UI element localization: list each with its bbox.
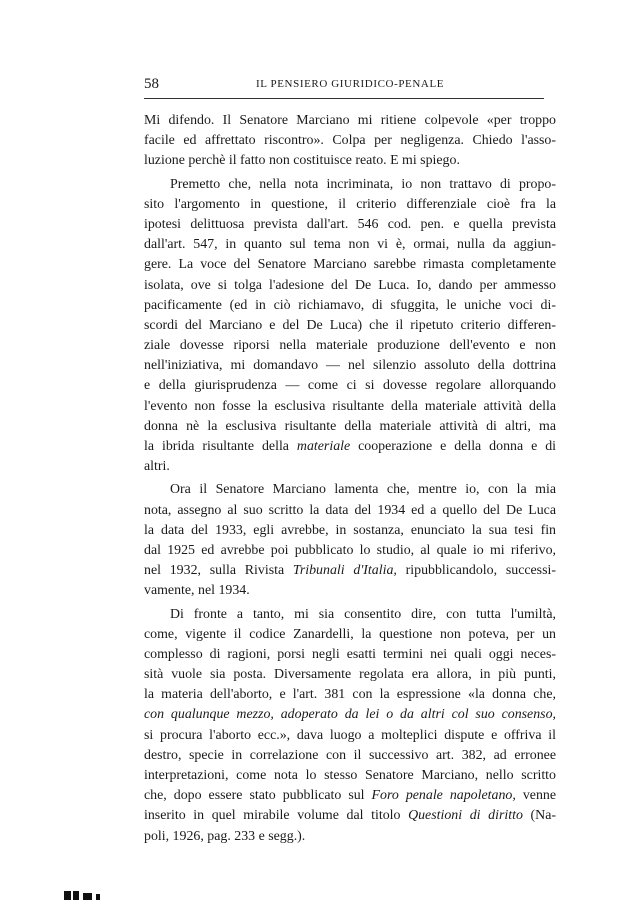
text-segment: che, dopo essere stato pubblicato sul <box>144 788 372 804</box>
page-header <box>144 76 544 99</box>
text-segment: Mi difendo. Il Senatore Marciano mi ritiene colpevole «per troppo <box>144 113 556 128</box>
italic-text: Questioni di diritto <box>408 808 523 824</box>
text-line <box>144 175 556 195</box>
text-line <box>144 235 556 255</box>
text-line <box>144 665 556 685</box>
text-segment: dall'art. 547, in quanto sul tema non vi è, ormai, nulla da aggiun- <box>144 237 556 253</box>
text-segment: la materia dell'aborto, e l'art. 381 con la espressione «la donna che, <box>144 687 556 703</box>
text-segment: pacificamente (ed in ciò richiamavo, di sfuggita, le uniche voci di- <box>144 297 556 313</box>
text-segment: venne <box>515 788 556 804</box>
text-line <box>144 255 556 275</box>
text-line <box>144 625 556 645</box>
italic-text: Tribunali d'Italia, <box>292 563 397 579</box>
text-segment: come, vigente il codice Zanardelli, la questione non poteva, per un <box>144 626 556 642</box>
text-segment: vamente, nel 1934. <box>144 583 250 599</box>
text-line <box>144 151 556 171</box>
text-line <box>144 131 556 151</box>
text-segment: l'evento non fosse la esclusiva risultante della materiale attività della <box>144 398 556 414</box>
text-line <box>144 645 556 665</box>
text-segment: complesso di ragioni, porsi negli esatti termini nei quali oggi neces- <box>144 646 556 662</box>
text-segment: nel 1932, sulla Rivista <box>144 563 293 579</box>
text-line <box>144 316 556 336</box>
text-line <box>144 827 556 847</box>
text-segment: cooperazione e della donna e di <box>350 439 557 454</box>
text-line <box>144 541 556 561</box>
italic-text: Foro penale napoletano, <box>371 788 516 804</box>
text-segment: nota, assegno al suo scritto la data del 1934 ed a quello del De Luca <box>144 502 556 518</box>
paragraph <box>144 111 556 172</box>
text-line <box>144 766 556 786</box>
text-segment: Di fronte a tanto, mi sia consentito dire, con tutta l'umiltà, <box>170 606 556 622</box>
text-segment: dal 1925 ed avrebbe poi pubblicato lo studio, al quale io mi riferivo, <box>144 542 556 558</box>
text-line <box>144 111 556 131</box>
text-segment: Premetto che, nella nota incriminata, io non trattavo di propo- <box>170 176 556 192</box>
text-segment: ripubblicandolo, successi- <box>396 563 556 579</box>
text-segment: facile ed affrettato riscontro». Colpa per negligenza. Chiedo l'asso- <box>144 133 556 149</box>
text-segment: luzione perchè il fatto non costituisce reato. E mi spiego. <box>144 153 460 169</box>
running-head: IL PENSIERO GIURIDICO-PENALE <box>256 78 445 90</box>
text-line <box>144 437 556 457</box>
text-segment: (Na- <box>522 808 556 824</box>
body-text <box>144 111 556 847</box>
text-line <box>144 561 556 581</box>
text-line <box>144 195 556 215</box>
text-line <box>144 521 556 541</box>
text-segment: e della giurisprudenza — come ci si dovesse regolare allorquando <box>144 378 556 394</box>
text-segment: scordi del Marciano e del De Luca) che il ripetuto criterio differen- <box>144 317 556 333</box>
text-line <box>144 705 556 725</box>
text-segment: Ora il Senatore Marciano lamenta che, mentre io, con la mia <box>170 482 556 498</box>
text-line <box>144 215 556 235</box>
text-segment: ipotesi delittuosa prevista dall'art. 546 cod. pen. e quella prevista <box>144 216 556 232</box>
text-line <box>144 806 556 826</box>
paragraph <box>144 605 556 847</box>
text-segment: si procura l'aborto ecc.», dava luogo a molteplici dispute e offriva il <box>144 727 556 743</box>
text-segment: la ibrida risultante della <box>144 439 297 454</box>
text-segment: nell'iniziativa, mi domandavo — nel silenzio assoluto della dottrina <box>144 358 556 374</box>
text-line <box>144 276 556 296</box>
text-segment: ziale dovesse riporsi nella materiale produzione dell'evento e non <box>144 338 556 354</box>
cropped-bottom-text <box>64 883 112 900</box>
paragraph <box>144 175 556 478</box>
text-segment: gere. La voce del Senatore Marciano sarebbe rimasta completamente <box>144 257 556 273</box>
text-segment: sito l'argomento in questione, il criterio differenziale cioè fra la <box>144 196 556 212</box>
text-segment: destro, specie in correlazione con il successivo art. 382, ad erronee <box>144 747 556 763</box>
text-line <box>144 685 556 705</box>
text-line <box>144 480 556 500</box>
text-line <box>144 417 556 437</box>
text-line <box>144 356 556 376</box>
paragraph <box>144 480 556 601</box>
text-line <box>144 746 556 766</box>
text-line <box>144 457 556 477</box>
italic-text: materiale <box>296 439 351 454</box>
text-segment: sità vuole sia posta. Diversamente regolata era allora, in più punti, <box>144 667 556 683</box>
text-line <box>144 296 556 316</box>
page-number: 58 <box>144 76 159 92</box>
text-segment: donna nè la esclusiva risultante della materiale attività di altri, ma <box>144 418 556 434</box>
text-line <box>144 397 556 417</box>
text-line <box>144 581 556 601</box>
text-segment: isolata, ove si tolga l'adesione del De Luca. Io, dando per ammesso <box>144 277 556 293</box>
italic-text: con qualunque mezzo, adoperato da lei o da altri col suo consenso, <box>144 707 556 723</box>
text-line <box>144 605 556 625</box>
text-segment: inserito in quel mirabile volume dal titolo <box>144 808 409 824</box>
text-line <box>144 726 556 746</box>
text-line <box>144 336 556 356</box>
text-line <box>144 501 556 521</box>
text-line <box>144 376 556 396</box>
text-segment: la data del 1933, egli avrebbe, in sostanza, enunciato la sua tesi fin <box>144 522 556 538</box>
text-segment: poli, 1926, pag. 233 e segg.). <box>144 828 306 844</box>
text-segment: altri. <box>144 459 170 475</box>
text-segment: interpretazioni, come nota lo stesso Senatore Marciano, nello scritto <box>144 768 556 783</box>
text-line <box>144 786 556 806</box>
